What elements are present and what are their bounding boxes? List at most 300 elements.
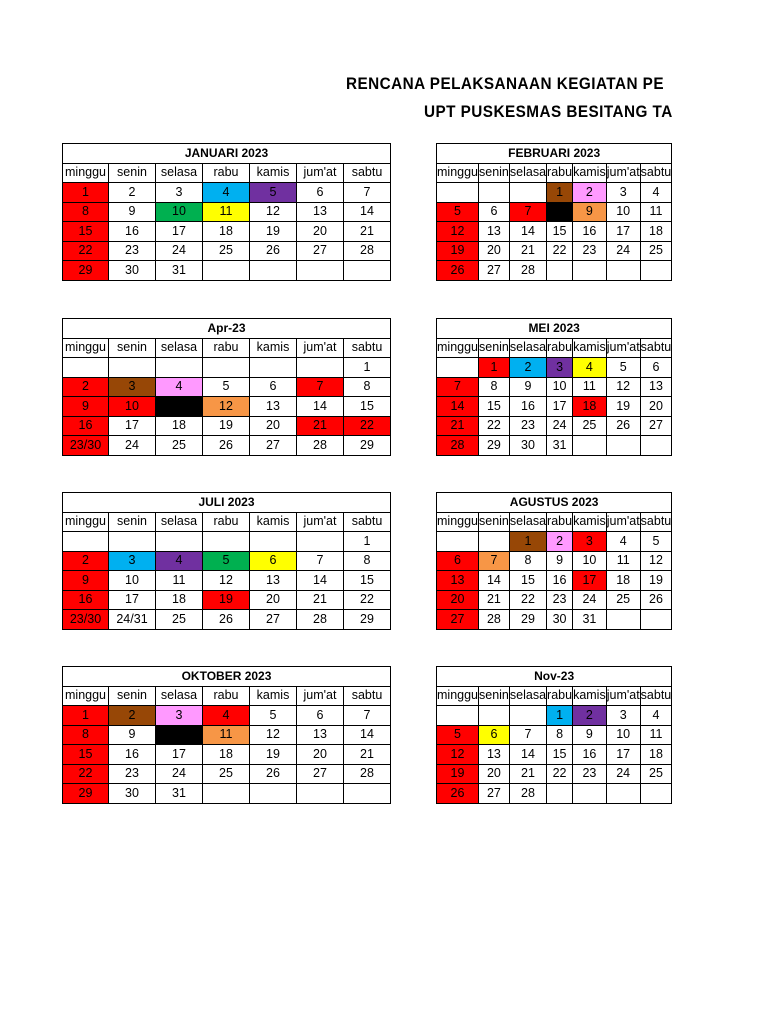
empty-day-cell bbox=[640, 436, 672, 456]
day-cell: 3 bbox=[573, 532, 607, 552]
day-cell: 12 bbox=[640, 551, 672, 571]
month-title: JANUARI 2023 bbox=[63, 144, 391, 164]
day-cell: 17 bbox=[606, 745, 640, 765]
day-header: minggu bbox=[437, 338, 479, 358]
day-header: selasa bbox=[156, 512, 203, 532]
empty-day-cell bbox=[606, 610, 640, 630]
day-header: senin bbox=[479, 163, 510, 183]
day-cell: 26 bbox=[250, 764, 297, 784]
month-title: Apr-23 bbox=[63, 319, 391, 339]
day-cell: 30 bbox=[509, 436, 546, 456]
month-title: OKTOBER 2023 bbox=[63, 667, 391, 687]
week-row bbox=[63, 784, 391, 804]
day-cell: 9 bbox=[63, 571, 109, 591]
day-cell: 5 bbox=[640, 532, 672, 552]
day-cell: 23 bbox=[573, 241, 607, 261]
day-cell: 16 bbox=[109, 222, 156, 242]
day-cell: 15 bbox=[344, 571, 391, 591]
day-cell: 16 bbox=[63, 590, 109, 610]
day-cell: 30 bbox=[547, 610, 573, 630]
day-header: sabtu bbox=[344, 512, 391, 532]
day-cell: 22 bbox=[547, 764, 573, 784]
empty-day-cell bbox=[640, 784, 672, 804]
empty-day-cell bbox=[479, 183, 510, 203]
day-cell: 4 bbox=[640, 183, 672, 203]
day-cell: 1 bbox=[344, 358, 391, 378]
day-cell: 24 bbox=[573, 590, 607, 610]
day-cell: 7 bbox=[509, 202, 546, 222]
day-header: sabtu bbox=[640, 686, 672, 706]
day-cell: 7 bbox=[479, 551, 510, 571]
week-row bbox=[63, 532, 391, 552]
day-cell: 23 bbox=[109, 764, 156, 784]
week-row bbox=[437, 416, 672, 436]
week-row bbox=[63, 416, 391, 436]
day-header: jum'at bbox=[606, 686, 640, 706]
day-cell: 29 bbox=[479, 436, 510, 456]
empty-day-cell bbox=[437, 183, 479, 203]
day-cell: 3 bbox=[606, 183, 640, 203]
day-cell: 13 bbox=[250, 571, 297, 591]
week-row bbox=[437, 436, 672, 456]
week-row bbox=[437, 358, 672, 378]
day-header: senin bbox=[109, 163, 156, 183]
day-cell: 16 bbox=[547, 571, 573, 591]
document-subtitle: UPT PUSKESMAS BESITANG TA bbox=[424, 102, 673, 121]
day-cell: 9 bbox=[573, 725, 607, 745]
week-row bbox=[63, 551, 391, 571]
day-cell: 15 bbox=[547, 222, 573, 242]
day-cell: 22 bbox=[63, 241, 109, 261]
day-cell: 14 bbox=[344, 202, 391, 222]
day-cell: 29 bbox=[63, 261, 109, 281]
day-cell: 13 bbox=[479, 222, 510, 242]
day-cell: 17 bbox=[156, 222, 203, 242]
day-cell: 31 bbox=[573, 610, 607, 630]
day-cell: 2 bbox=[573, 706, 607, 726]
day-header: selasa bbox=[156, 338, 203, 358]
day-cell: 20 bbox=[297, 222, 344, 242]
day-cell: 28 bbox=[509, 784, 546, 804]
day-cell: 1 bbox=[509, 532, 546, 552]
day-header: rabu bbox=[547, 338, 573, 358]
day-cell: 29 bbox=[509, 610, 546, 630]
day-cell: 12 bbox=[437, 745, 479, 765]
empty-day-cell bbox=[573, 261, 607, 281]
day-cell: 12 bbox=[606, 377, 640, 397]
day-cell: 18 bbox=[203, 222, 250, 242]
empty-day-cell bbox=[437, 358, 479, 378]
day-cell: 19 bbox=[203, 416, 250, 436]
day-cell: 17 bbox=[109, 590, 156, 610]
day-cell: 13 bbox=[250, 397, 297, 417]
day-cell: 20 bbox=[640, 397, 672, 417]
day-header: rabu bbox=[547, 512, 573, 532]
week-row bbox=[63, 222, 391, 242]
day-cell: 12 bbox=[250, 725, 297, 745]
day-cell: 11 bbox=[606, 551, 640, 571]
empty-day-cell bbox=[156, 358, 203, 378]
day-header: jum'at bbox=[606, 163, 640, 183]
day-header: selasa bbox=[509, 686, 546, 706]
day-cell: 19 bbox=[250, 745, 297, 765]
day-cell: 11 bbox=[573, 377, 607, 397]
day-cell: 28 bbox=[297, 610, 344, 630]
day-cell: 4 bbox=[640, 706, 672, 726]
week-row bbox=[63, 436, 391, 456]
day-cell: 8 bbox=[344, 377, 391, 397]
day-cell: 8 bbox=[547, 202, 573, 222]
day-header: minggu bbox=[437, 686, 479, 706]
day-cell: 6 bbox=[640, 358, 672, 378]
week-row bbox=[437, 706, 672, 726]
day-cell: 21 bbox=[344, 745, 391, 765]
week-row bbox=[437, 571, 672, 591]
day-header: rabu bbox=[547, 163, 573, 183]
week-row bbox=[63, 358, 391, 378]
day-cell: 28 bbox=[437, 436, 479, 456]
day-cell: 26 bbox=[437, 261, 479, 281]
empty-day-cell bbox=[297, 532, 344, 552]
day-cell: 25 bbox=[203, 241, 250, 261]
day-cell: 19 bbox=[203, 590, 250, 610]
day-cell: 28 bbox=[344, 764, 391, 784]
day-cell: 27 bbox=[297, 241, 344, 261]
day-cell: 18 bbox=[640, 222, 672, 242]
day-header: kamis bbox=[250, 512, 297, 532]
day-cell: 4 bbox=[606, 532, 640, 552]
day-header: jum'at bbox=[297, 512, 344, 532]
day-cell: 4 bbox=[203, 183, 250, 203]
day-cell: 28 bbox=[479, 610, 510, 630]
empty-day-cell bbox=[297, 261, 344, 281]
day-header: rabu bbox=[203, 686, 250, 706]
day-cell: 13 bbox=[297, 202, 344, 222]
day-cell: 23 bbox=[547, 590, 573, 610]
day-cell: 27 bbox=[479, 261, 510, 281]
day-cell: 15 bbox=[509, 571, 546, 591]
empty-day-cell bbox=[250, 532, 297, 552]
week-row bbox=[63, 725, 391, 745]
empty-day-cell bbox=[297, 358, 344, 378]
day-cell: 25 bbox=[640, 241, 672, 261]
day-cell: 31 bbox=[156, 784, 203, 804]
week-row bbox=[63, 745, 391, 765]
day-cell: 8 bbox=[344, 551, 391, 571]
day-cell: 24 bbox=[606, 764, 640, 784]
empty-day-cell bbox=[547, 261, 573, 281]
day-cell: 19 bbox=[640, 571, 672, 591]
day-cell: 16 bbox=[63, 416, 109, 436]
week-row bbox=[63, 261, 391, 281]
day-cell: 5 bbox=[606, 358, 640, 378]
empty-day-cell bbox=[250, 784, 297, 804]
month-calendar-july bbox=[62, 492, 391, 630]
week-row bbox=[437, 610, 672, 630]
day-cell: 3 bbox=[606, 706, 640, 726]
day-cell: 19 bbox=[437, 241, 479, 261]
week-row bbox=[63, 764, 391, 784]
day-cell: 16 bbox=[109, 745, 156, 765]
day-cell: 2 bbox=[63, 377, 109, 397]
week-row bbox=[437, 377, 672, 397]
day-header: senin bbox=[109, 512, 156, 532]
month-calendar-may bbox=[436, 318, 672, 456]
day-cell: 21 bbox=[479, 590, 510, 610]
day-cell: 25 bbox=[156, 436, 203, 456]
day-header: minggu bbox=[63, 512, 109, 532]
day-cell: 20 bbox=[250, 416, 297, 436]
day-cell: 31 bbox=[156, 261, 203, 281]
day-cell: 26 bbox=[606, 416, 640, 436]
day-header: jum'at bbox=[297, 163, 344, 183]
day-cell: 26 bbox=[437, 784, 479, 804]
empty-day-cell bbox=[109, 358, 156, 378]
day-cell: 13 bbox=[437, 571, 479, 591]
week-row bbox=[63, 241, 391, 261]
day-cell: 24 bbox=[156, 764, 203, 784]
empty-day-cell bbox=[297, 784, 344, 804]
day-cell: 7 bbox=[509, 725, 546, 745]
day-cell: 20 bbox=[479, 764, 510, 784]
day-cell: 17 bbox=[573, 571, 607, 591]
day-cell: 20 bbox=[250, 590, 297, 610]
day-header: jum'at bbox=[606, 338, 640, 358]
day-cell: 10 bbox=[547, 377, 573, 397]
day-header: selasa bbox=[509, 163, 546, 183]
day-cell: 18 bbox=[203, 745, 250, 765]
empty-day-cell bbox=[509, 706, 546, 726]
day-cell: 11 bbox=[156, 397, 203, 417]
empty-day-cell bbox=[156, 532, 203, 552]
day-cell: 25 bbox=[203, 764, 250, 784]
day-cell: 21 bbox=[297, 590, 344, 610]
day-cell: 9 bbox=[547, 551, 573, 571]
empty-day-cell bbox=[573, 436, 607, 456]
day-cell: 27 bbox=[250, 610, 297, 630]
day-cell: 25 bbox=[640, 764, 672, 784]
day-cell: 14 bbox=[509, 222, 546, 242]
day-header: jum'at bbox=[606, 512, 640, 532]
day-cell: 1 bbox=[63, 183, 109, 203]
day-header: selasa bbox=[156, 163, 203, 183]
day-header: minggu bbox=[437, 163, 479, 183]
day-cell: 8 bbox=[509, 551, 546, 571]
day-cell: 18 bbox=[573, 397, 607, 417]
day-cell: 11 bbox=[203, 202, 250, 222]
day-cell: 5 bbox=[437, 725, 479, 745]
day-header: selasa bbox=[509, 512, 546, 532]
day-cell: 2 bbox=[573, 183, 607, 203]
day-cell: 4 bbox=[573, 358, 607, 378]
day-cell: 11 bbox=[203, 725, 250, 745]
day-cell: 7 bbox=[344, 706, 391, 726]
day-cell: 9 bbox=[573, 202, 607, 222]
month-table bbox=[62, 666, 391, 804]
empty-day-cell bbox=[344, 261, 391, 281]
day-cell: 2 bbox=[547, 532, 573, 552]
week-row bbox=[437, 183, 672, 203]
day-cell: 12 bbox=[203, 571, 250, 591]
month-table bbox=[436, 318, 672, 456]
month-table bbox=[436, 666, 672, 804]
day-cell: 29 bbox=[344, 610, 391, 630]
day-cell: 12 bbox=[437, 222, 479, 242]
day-header: kamis bbox=[250, 686, 297, 706]
day-cell: 9 bbox=[109, 725, 156, 745]
empty-day-cell bbox=[203, 532, 250, 552]
month-table bbox=[62, 143, 391, 281]
day-cell: 6 bbox=[297, 706, 344, 726]
day-cell: 5 bbox=[203, 377, 250, 397]
day-header: minggu bbox=[63, 163, 109, 183]
day-cell: 5 bbox=[250, 183, 297, 203]
day-cell: 13 bbox=[640, 377, 672, 397]
day-header: kamis bbox=[573, 686, 607, 706]
day-cell: 26 bbox=[203, 610, 250, 630]
day-cell: 23/30 bbox=[63, 436, 109, 456]
empty-day-cell bbox=[606, 436, 640, 456]
day-cell: 23 bbox=[573, 764, 607, 784]
day-cell: 17 bbox=[109, 416, 156, 436]
empty-day-cell bbox=[509, 183, 546, 203]
day-header: kamis bbox=[250, 163, 297, 183]
day-cell: 16 bbox=[509, 397, 546, 417]
empty-day-cell bbox=[250, 261, 297, 281]
document-title: RENCANA PELAKSANAAN KEGIATAN PE bbox=[346, 74, 664, 93]
day-cell: 6 bbox=[437, 551, 479, 571]
day-cell: 26 bbox=[640, 590, 672, 610]
day-cell: 7 bbox=[344, 183, 391, 203]
day-cell: 9 bbox=[63, 397, 109, 417]
day-cell: 14 bbox=[297, 571, 344, 591]
week-row bbox=[437, 532, 672, 552]
day-cell: 7 bbox=[437, 377, 479, 397]
month-calendar-august bbox=[436, 492, 672, 630]
day-header: minggu bbox=[63, 686, 109, 706]
day-header: sabtu bbox=[344, 686, 391, 706]
day-header: minggu bbox=[437, 512, 479, 532]
day-cell: 20 bbox=[437, 590, 479, 610]
day-header: senin bbox=[109, 338, 156, 358]
day-cell: 15 bbox=[344, 397, 391, 417]
week-row bbox=[437, 397, 672, 417]
day-header: jum'at bbox=[297, 338, 344, 358]
day-cell: 24 bbox=[547, 416, 573, 436]
week-row bbox=[63, 377, 391, 397]
day-cell: 6 bbox=[297, 183, 344, 203]
week-row bbox=[63, 706, 391, 726]
day-cell: 18 bbox=[156, 590, 203, 610]
day-cell: 15 bbox=[63, 745, 109, 765]
day-cell: 14 bbox=[509, 745, 546, 765]
month-calendar-february bbox=[436, 143, 672, 281]
day-cell: 8 bbox=[547, 725, 573, 745]
day-cell: 27 bbox=[640, 416, 672, 436]
day-cell: 17 bbox=[156, 745, 203, 765]
week-row bbox=[437, 764, 672, 784]
day-cell: 16 bbox=[573, 745, 607, 765]
day-cell: 10 bbox=[109, 571, 156, 591]
day-header: sabtu bbox=[640, 338, 672, 358]
empty-day-cell bbox=[250, 358, 297, 378]
day-header: rabu bbox=[547, 686, 573, 706]
day-cell: 22 bbox=[344, 590, 391, 610]
day-cell: 6 bbox=[479, 202, 510, 222]
day-cell: 22 bbox=[63, 764, 109, 784]
month-table bbox=[62, 318, 391, 456]
day-header: minggu bbox=[63, 338, 109, 358]
week-row bbox=[437, 222, 672, 242]
day-cell: 7 bbox=[297, 551, 344, 571]
empty-day-cell bbox=[606, 261, 640, 281]
day-header: selasa bbox=[156, 686, 203, 706]
day-cell: 19 bbox=[437, 764, 479, 784]
month-table bbox=[436, 143, 672, 281]
day-cell: 12 bbox=[250, 202, 297, 222]
day-cell: 16 bbox=[573, 222, 607, 242]
day-cell: 1 bbox=[344, 532, 391, 552]
day-cell: 3 bbox=[547, 358, 573, 378]
day-cell: 2 bbox=[109, 706, 156, 726]
day-cell: 18 bbox=[156, 416, 203, 436]
day-cell: 20 bbox=[479, 241, 510, 261]
week-row bbox=[437, 261, 672, 281]
day-cell: 5 bbox=[203, 551, 250, 571]
day-cell: 18 bbox=[640, 745, 672, 765]
month-title: MEI 2023 bbox=[437, 319, 672, 339]
day-cell: 24 bbox=[606, 241, 640, 261]
empty-day-cell bbox=[606, 784, 640, 804]
day-cell: 17 bbox=[547, 397, 573, 417]
day-cell: 4 bbox=[156, 551, 203, 571]
empty-day-cell bbox=[63, 532, 109, 552]
day-header: kamis bbox=[573, 338, 607, 358]
month-table bbox=[62, 492, 391, 630]
day-cell: 22 bbox=[344, 416, 391, 436]
day-cell: 10 bbox=[156, 725, 203, 745]
month-title: AGUSTUS 2023 bbox=[437, 493, 672, 513]
day-cell: 22 bbox=[479, 416, 510, 436]
week-row bbox=[437, 725, 672, 745]
week-row bbox=[437, 202, 672, 222]
day-cell: 17 bbox=[606, 222, 640, 242]
day-cell: 3 bbox=[109, 551, 156, 571]
month-title: Nov-23 bbox=[437, 667, 672, 687]
day-cell: 11 bbox=[640, 725, 672, 745]
day-cell: 1 bbox=[547, 706, 573, 726]
day-cell: 12 bbox=[203, 397, 250, 417]
day-cell: 18 bbox=[606, 571, 640, 591]
day-cell: 27 bbox=[437, 610, 479, 630]
month-calendar-january bbox=[62, 143, 391, 281]
day-cell: 14 bbox=[344, 725, 391, 745]
day-cell: 15 bbox=[479, 397, 510, 417]
day-cell: 9 bbox=[109, 202, 156, 222]
week-row bbox=[437, 784, 672, 804]
day-cell: 24 bbox=[156, 241, 203, 261]
day-cell: 2 bbox=[63, 551, 109, 571]
day-cell: 4 bbox=[156, 377, 203, 397]
day-header: senin bbox=[109, 686, 156, 706]
week-row bbox=[63, 202, 391, 222]
day-cell: 1 bbox=[479, 358, 510, 378]
day-cell: 21 bbox=[344, 222, 391, 242]
day-cell: 9 bbox=[509, 377, 546, 397]
day-header: rabu bbox=[203, 512, 250, 532]
day-cell: 11 bbox=[156, 571, 203, 591]
day-cell: 6 bbox=[479, 725, 510, 745]
